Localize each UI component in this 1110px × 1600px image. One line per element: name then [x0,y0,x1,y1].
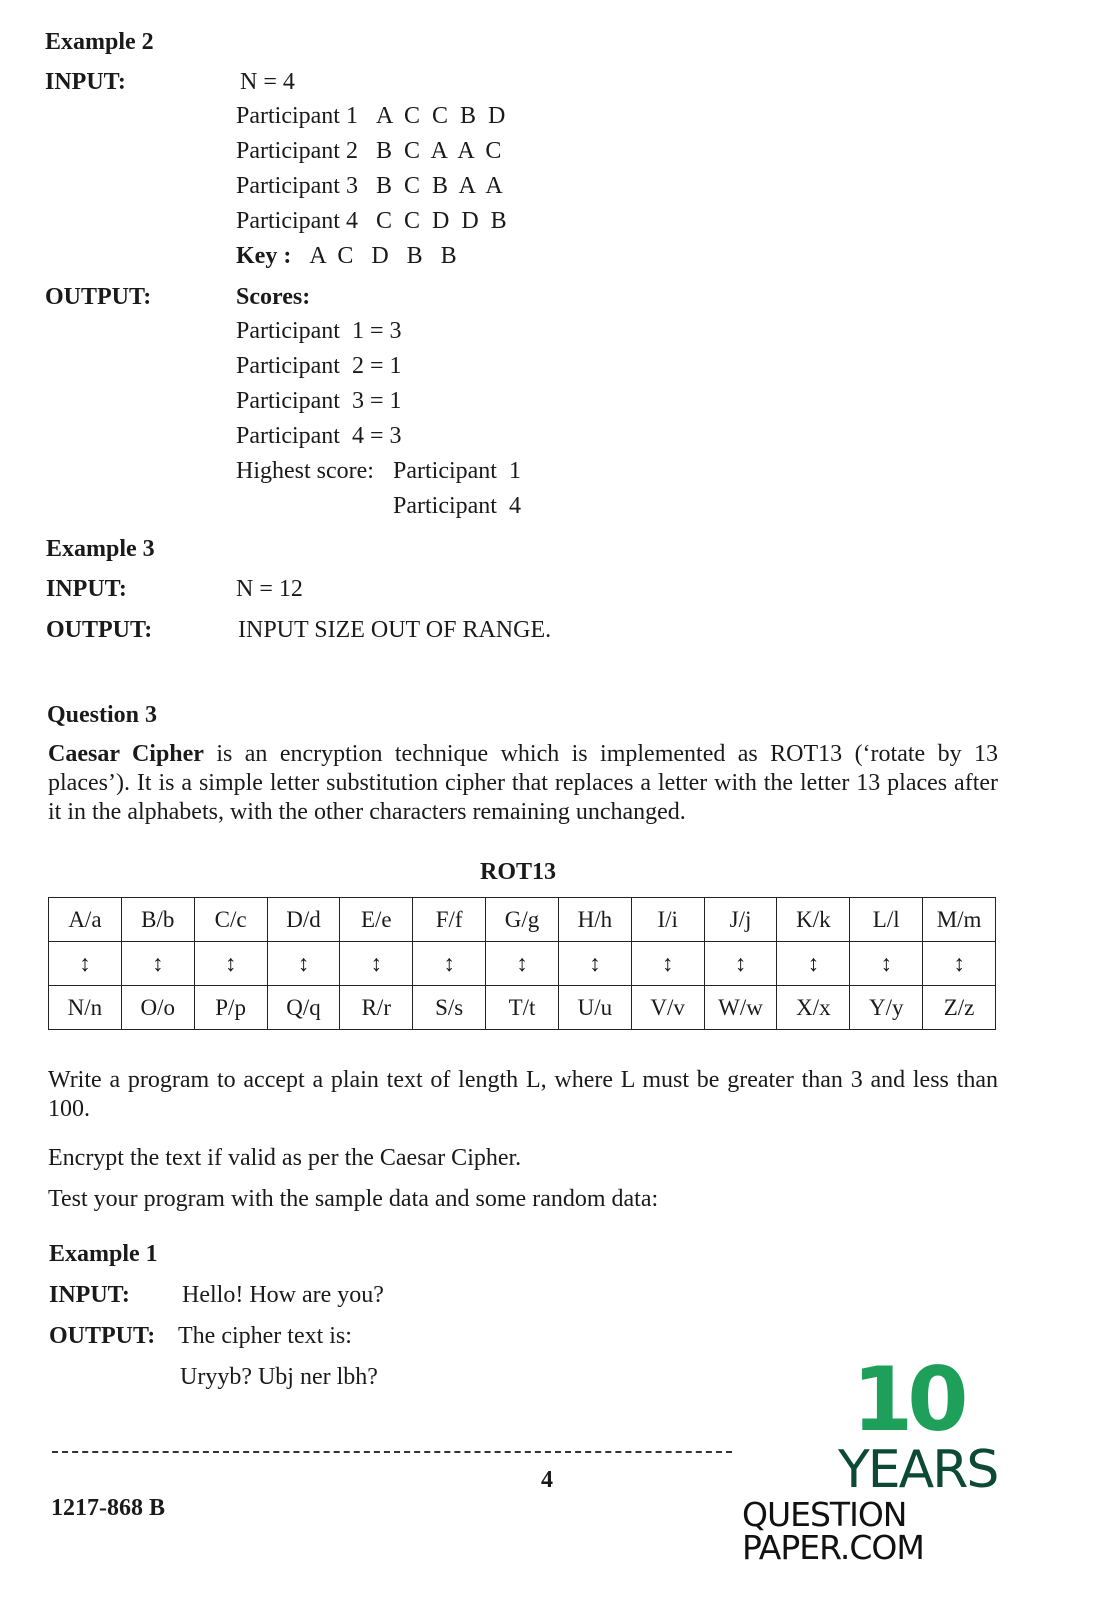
example1-input-label: INPUT: [49,1282,130,1308]
participant-row [236,139,507,174]
example3-heading: Example 3 [46,536,155,562]
key-row [236,244,507,279]
scores-list [236,319,402,459]
rot13-cell: K/k [777,898,850,942]
rot13-cell: E/e [340,898,413,942]
up-down-arrow-icon: ↕ [194,942,267,986]
up-down-arrow-icon: ↕ [340,942,413,986]
rot13-table [48,897,996,1030]
up-down-arrow-icon: ↕ [49,942,122,986]
score-line: Participant 3 = 1 [236,388,402,414]
rot13-arrow-row [49,942,996,986]
up-down-arrow-icon: ↕ [923,942,996,986]
rot13-cell: U/u [558,986,631,1030]
rot13-cell: O/o [121,986,194,1030]
example3-output-label: OUTPUT: [46,617,153,643]
participant-answers: C C D D B [375,208,507,234]
logo-years: YEARS [838,1440,998,1500]
participant-answers: B C B A A [375,173,503,199]
rot13-cell: H/h [558,898,631,942]
up-down-arrow-icon: ↕ [777,942,850,986]
rot13-bottom-row [49,986,996,1030]
rot13-cell: G/g [486,898,559,942]
example1-output-line1: The cipher text is: [178,1323,352,1349]
example1-output-label: OUTPUT: [49,1323,156,1349]
caesar-cipher-term: Caesar Cipher [48,741,204,767]
up-down-arrow-icon: ↕ [558,942,631,986]
score-line: Participant 1 = 3 [236,318,402,344]
rot13-cell: L/l [850,898,923,942]
rot13-table-title: ROT13 [480,859,557,885]
question3-encrypt-instruction: Encrypt the text if valid as per the Caesar Cipher. [48,1145,522,1171]
rot13-cell: R/r [340,986,413,1030]
rot13-cell: N/n [49,986,122,1030]
rot13-cell: Y/y [850,986,923,1030]
example1-heading: Example 1 [49,1241,158,1267]
participant-answers-list [236,104,507,279]
up-down-arrow-icon: ↕ [850,942,923,986]
score-line: Participant 4 = 3 [236,423,402,449]
logo-number: 10 [852,1348,963,1451]
rot13-cell: B/b [121,898,194,942]
example3-input-label: INPUT: [46,576,127,602]
question3-test-instruction: Test your program with the sample data and some random data: [48,1186,659,1212]
participant-answers: A C C B D [375,103,506,129]
up-down-arrow-icon: ↕ [267,942,340,986]
participant-answers: B C A A C [375,138,502,164]
participant-name: Participant 4 [236,208,358,234]
participant-name: Participant 2 [236,138,358,164]
scores-label: Scores: [236,284,311,310]
rot13-cell: W/w [704,986,777,1030]
example2-output-label: OUTPUT: [45,284,152,310]
rot13-top-row [49,898,996,942]
highest-score-label: Highest score: [236,458,374,484]
rot13-cell: C/c [194,898,267,942]
ten-years-question-paper-logo [742,1348,1082,1567]
highest-score-value: Participant 1 [393,458,521,484]
participant-row [236,209,507,244]
up-down-arrow-icon: ↕ [631,942,704,986]
rot13-cell: S/s [413,986,486,1030]
example2-heading: Example 2 [45,29,154,55]
question3-intro-text: is an encryption technique which is implemented as ROT13 (‘rotate by 13 places’). It is a simple letter substitution cipher that replaces a letter with the letter 13 places after it in the alphabets, with the other characters remaining unchanged. [48,741,998,825]
up-down-arrow-icon: ↕ [413,942,486,986]
up-down-arrow-icon: ↕ [121,942,194,986]
example2-input-label: INPUT: [45,69,126,95]
example1-output-line2: Uryyb? Ubj ner lbh? [180,1364,378,1390]
score-line: Participant 2 = 1 [236,353,402,379]
example2-n-value: N = 4 [240,69,295,95]
page-number: 4 [541,1467,553,1493]
rot13-cell: Z/z [923,986,996,1030]
rot13-cell: I/i [631,898,704,942]
example3-input-value: N = 12 [236,576,303,602]
up-down-arrow-icon: ↕ [704,942,777,986]
rot13-cell: M/m [923,898,996,942]
rot13-cell: J/j [704,898,777,942]
rot13-cell: T/t [486,986,559,1030]
key-answers: A C D B B [309,243,457,269]
participant-row [236,174,507,209]
question3-heading: Question 3 [47,702,158,728]
participant-name: Participant 3 [236,173,358,199]
rot13-cell: F/f [413,898,486,942]
rot13-cell: P/p [194,986,267,1030]
question3-intro [48,740,998,827]
rot13-cell: X/x [777,986,850,1030]
participant-row [236,104,507,139]
rot13-cell: D/d [267,898,340,942]
footer-divider [52,1451,732,1453]
logo-site-name: QUESTION PAPER.COM [742,1495,924,1567]
question3-task-paragraph: Write a program to accept a plain text of length L, where L must be greater than 3 and less than 100. [48,1067,998,1122]
rot13-cell: Q/q [267,986,340,1030]
rot13-cell: A/a [49,898,122,942]
rot13-cell: V/v [631,986,704,1030]
key-label: Key : [236,243,292,269]
participant-name: Participant 1 [236,103,358,129]
example3-output-value: INPUT SIZE OUT OF RANGE. [238,617,552,643]
paper-code: 1217-868 B [51,1495,165,1521]
up-down-arrow-icon: ↕ [486,942,559,986]
highest-score-value: Participant 4 [393,493,521,519]
example1-input-value: Hello! How are you? [182,1282,384,1308]
